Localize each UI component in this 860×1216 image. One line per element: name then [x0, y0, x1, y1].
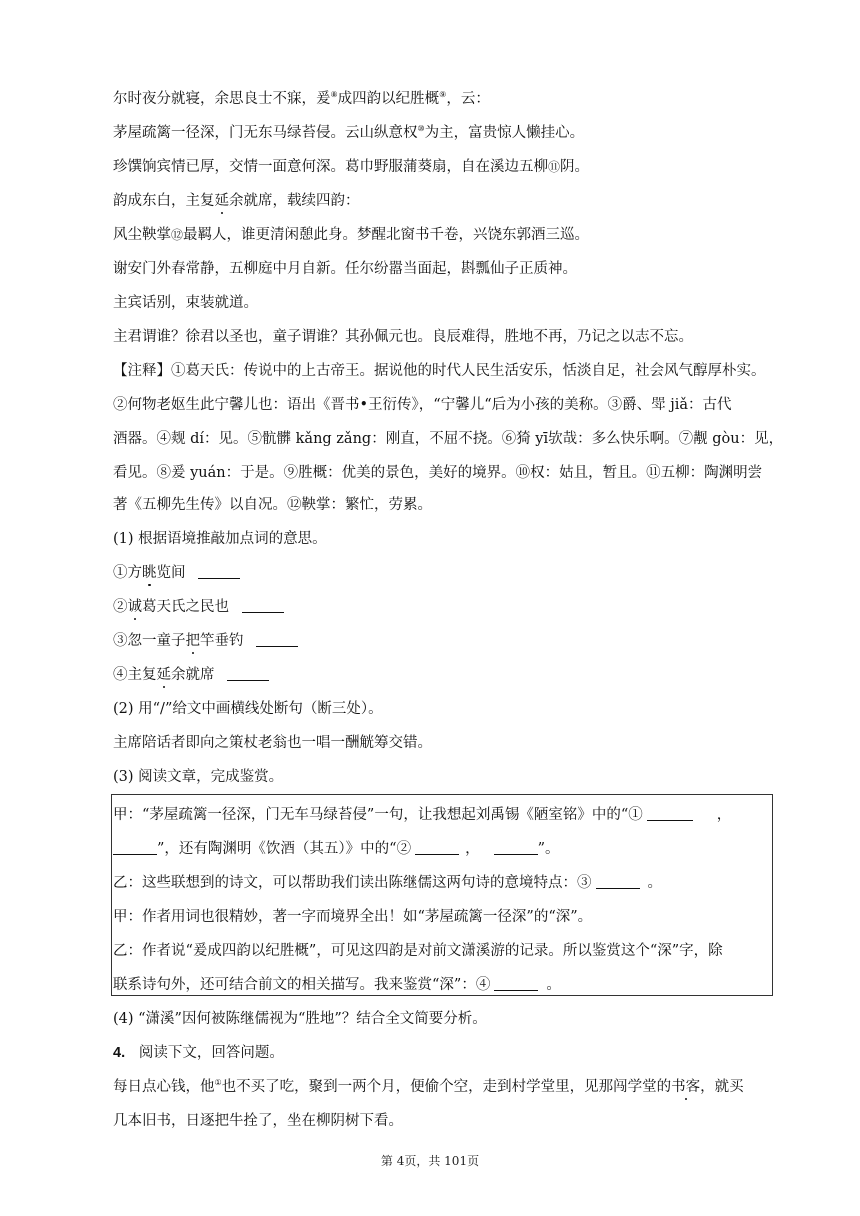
- box-line-3: 乙：这些联想到的诗文，可以帮助我们读出陈继儒这两句诗的意境特点：③ 。: [113, 875, 662, 891]
- box-line-5: 乙：作者说“爰成四韵以纪胜概”，可见这四韵是对前文潇溪游的记录。所以鉴赏这个“深”字，除: [113, 943, 723, 959]
- notes-line-1: 【注释】①葛天氏：传说中的上古帝王。据说他的时代人民生活安乐，恬淡自足，社会风气醇厚朴实。: [113, 363, 766, 379]
- answer-blank[interactable]: [113, 840, 157, 855]
- box-line-6: 联系诗句外，还可结合前文的相关描写。我来鉴赏“深”：④ 。: [113, 977, 561, 993]
- poem-line-2: 珍馔饷宾情已厚，交情一面意何深。葛巾野服蒲葵扇，自在溪边五柳⑪阴。: [113, 159, 590, 175]
- notes-line-4: 看见。⑧爰 yuán：于是。⑨胜概：优美的景色，美好的境界。⑩权：姑且，暂且。⑪五柳：陶渊明尝: [113, 465, 763, 481]
- section-4-heading: 4. 阅读下文，回答问题。: [113, 1045, 284, 1061]
- answer-blank[interactable]: [198, 564, 240, 579]
- answer-blank[interactable]: [242, 598, 284, 613]
- box-line-4: 甲：作者用词也很精妙，著一字而境界全出！如“茅屋疏篱一径深”的“深”。: [113, 909, 593, 925]
- notes-line-2: ②何物老妪生此宁馨儿也：语出《晋书•王衍传》，“宁馨儿“后为小孩的美称。③爵、斝 jiǎ：古代: [113, 397, 732, 413]
- notes-line-5: 著《五柳先生传》以自况。⑫鞅掌：繁忙，劳累。: [113, 497, 432, 513]
- page-footer: 第 4页，共 101页: [380, 1154, 480, 1168]
- appreciation-box: [111, 794, 773, 996]
- passage-line-4: 韵成东白，主复延余就席，载续四韵：: [113, 193, 360, 209]
- answer-blank[interactable]: [494, 976, 538, 991]
- passage-line-1: 尔时夜分就寝，余思良士不寐，爰⑧成四韵以纪胜概⑨，云：: [113, 90, 490, 107]
- section-4-line-2: 几本旧书，日逐把牛拴了，坐在柳阴树下看。: [113, 1113, 403, 1129]
- notes-line-3: 酒器。④觌 dí：见。⑤骯髒 kǎng zǎng：刚直，不屈不挠。⑥猗 yī欤哉：多么快乐啊。⑦觏 gòu：见，: [113, 431, 784, 447]
- question-1-item-4: ④主复延余就席: [113, 666, 269, 684]
- question-1-prompt: (1) 根据语境推敲加点词的意思。: [113, 531, 327, 547]
- question-2-prompt: (2) 用“/”给文中画横线处断句（断三处）。: [113, 701, 383, 717]
- poem-line-3: 风尘鞅掌⑫最羁人，谁更清闲憩此身。梦醒北窗书千卷，兴饶东郭酒三巡。: [113, 227, 590, 243]
- poem-line-1: 茅屋疏篱一径深，门无东马绿苔侵。云山纵意权⑩为主，富贵惊人懒挂心。: [113, 124, 585, 141]
- answer-blank[interactable]: [596, 874, 640, 889]
- answer-blank[interactable]: [256, 632, 298, 647]
- question-3-prompt: (3) 阅读文章，完成鉴赏。: [113, 769, 284, 785]
- passage-line-8: 主君谓谁？徐君以圣也，童子谓谁？其孙佩元也。良辰难得，胜地不再，乃记之以志不忘。: [113, 329, 693, 345]
- poem-line-4: 谢安门外春常静，五柳庭中月自新。任尔纷嚣当面起，斟瓢仙子正质神。: [113, 261, 577, 277]
- section-4-line-1: 每日点心钱，他①也不买了吃，聚到一两个月，便偷个空，走到村学堂里，见那闯学堂的书客，就买: [113, 1078, 744, 1095]
- answer-blank[interactable]: [415, 840, 459, 855]
- question-1-item-1: ①方眺览间: [113, 564, 240, 582]
- answer-blank[interactable]: [227, 666, 269, 681]
- question-4-prompt: (4) “潇溪”因何被陈继儒视为“胜地”？结合全文简要分析。: [113, 1011, 487, 1027]
- answer-blank[interactable]: [647, 806, 693, 821]
- answer-blank[interactable]: [494, 840, 538, 855]
- question-2-text: 主席陪话者即向之策杖老翁也一唱一酬觥筹交错。: [113, 735, 432, 751]
- box-line-1: 甲：“茅屋疏篱一径深，门无车马绿苔侵”一句，让我想起刘禹锡《陋室铭》中的“① ，: [113, 807, 732, 823]
- question-1-item-2: ②诚葛天氏之民也: [113, 598, 284, 616]
- passage-line-7: 主宾话别，束装就道。: [113, 295, 258, 311]
- question-1-item-3: ③忽一童子把竿垂钓: [113, 632, 298, 650]
- box-line-2: ”，还有陶渊明《饮酒（其五）》中的“② ， ”。: [113, 840, 560, 858]
